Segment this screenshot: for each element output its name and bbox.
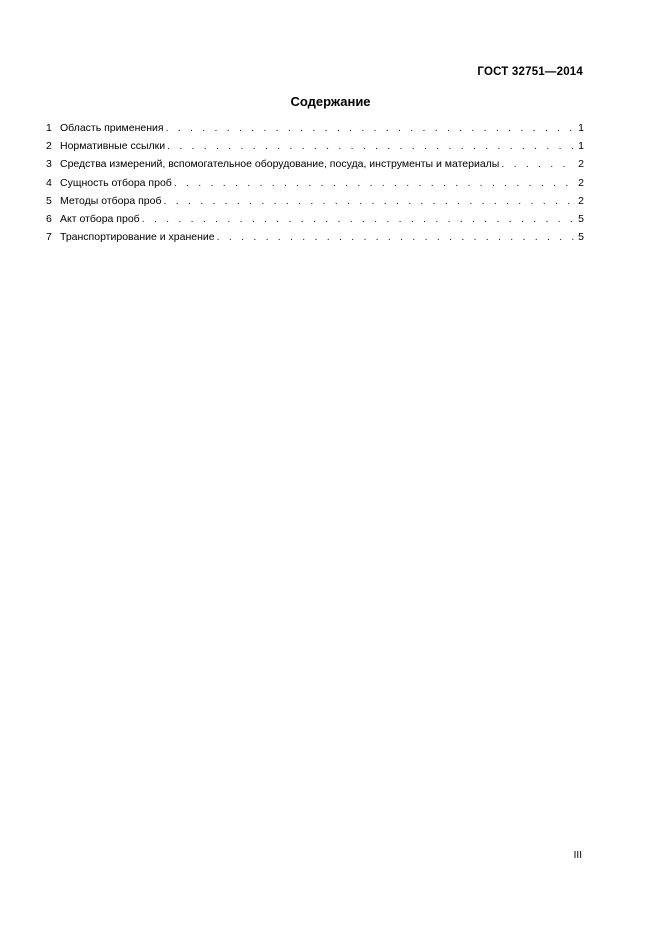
table-of-contents <box>46 122 584 249</box>
page-number: III <box>573 850 582 861</box>
toc-entry-number: 3 <box>46 158 52 171</box>
toc-entry[interactable] <box>46 213 584 231</box>
toc-entry[interactable] <box>46 140 584 158</box>
toc-entry-label: Сущность отбора проб <box>60 176 172 189</box>
toc-entry-label: Область применения <box>60 122 164 134</box>
toc-entry-number: 1 <box>46 122 52 134</box>
toc-entry-number: 5 <box>46 194 52 207</box>
toc-entry-number: 4 <box>46 176 52 189</box>
toc-entry-page: 2 <box>578 158 584 171</box>
toc-entry-page: 2 <box>578 194 584 207</box>
toc-leader-dots <box>501 158 574 170</box>
toc-entry[interactable] <box>46 177 584 195</box>
toc-leader-dots <box>174 177 574 189</box>
toc-leader-dots <box>217 231 574 243</box>
toc-entry-page: 1 <box>578 122 584 134</box>
toc-entry-label: Транспортирование и хранение <box>60 231 215 244</box>
toc-entry-page: 2 <box>578 176 584 189</box>
toc-entry-number: 7 <box>46 231 52 244</box>
toc-entry[interactable] <box>46 195 584 213</box>
toc-entry-label: Нормативные ссылки <box>60 140 166 153</box>
toc-leader-dots <box>166 122 574 134</box>
toc-leader-dots <box>167 140 574 152</box>
toc-entry[interactable] <box>46 122 584 140</box>
toc-entry-page: 5 <box>578 231 584 244</box>
toc-entry[interactable] <box>46 158 584 176</box>
toc-entry-page: 5 <box>578 212 584 225</box>
document-code: ГОСТ 32751—2014 <box>477 66 583 78</box>
toc-entry-number: 6 <box>46 212 52 225</box>
toc-entry-label: Методы отбора проб <box>60 194 162 207</box>
toc-leader-dots <box>142 213 574 225</box>
toc-entry-number: 2 <box>46 140 52 153</box>
toc-entry-label: Средства измерений, вспомогательное оборудование, посуда, инструменты и материалы <box>60 158 500 171</box>
toc-title: Содержание <box>290 94 371 109</box>
toc-entry-label: Акт отбора проб <box>60 212 140 225</box>
toc-entry[interactable] <box>46 231 584 249</box>
toc-entry-page: 1 <box>578 140 584 153</box>
toc-leader-dots <box>164 195 575 207</box>
